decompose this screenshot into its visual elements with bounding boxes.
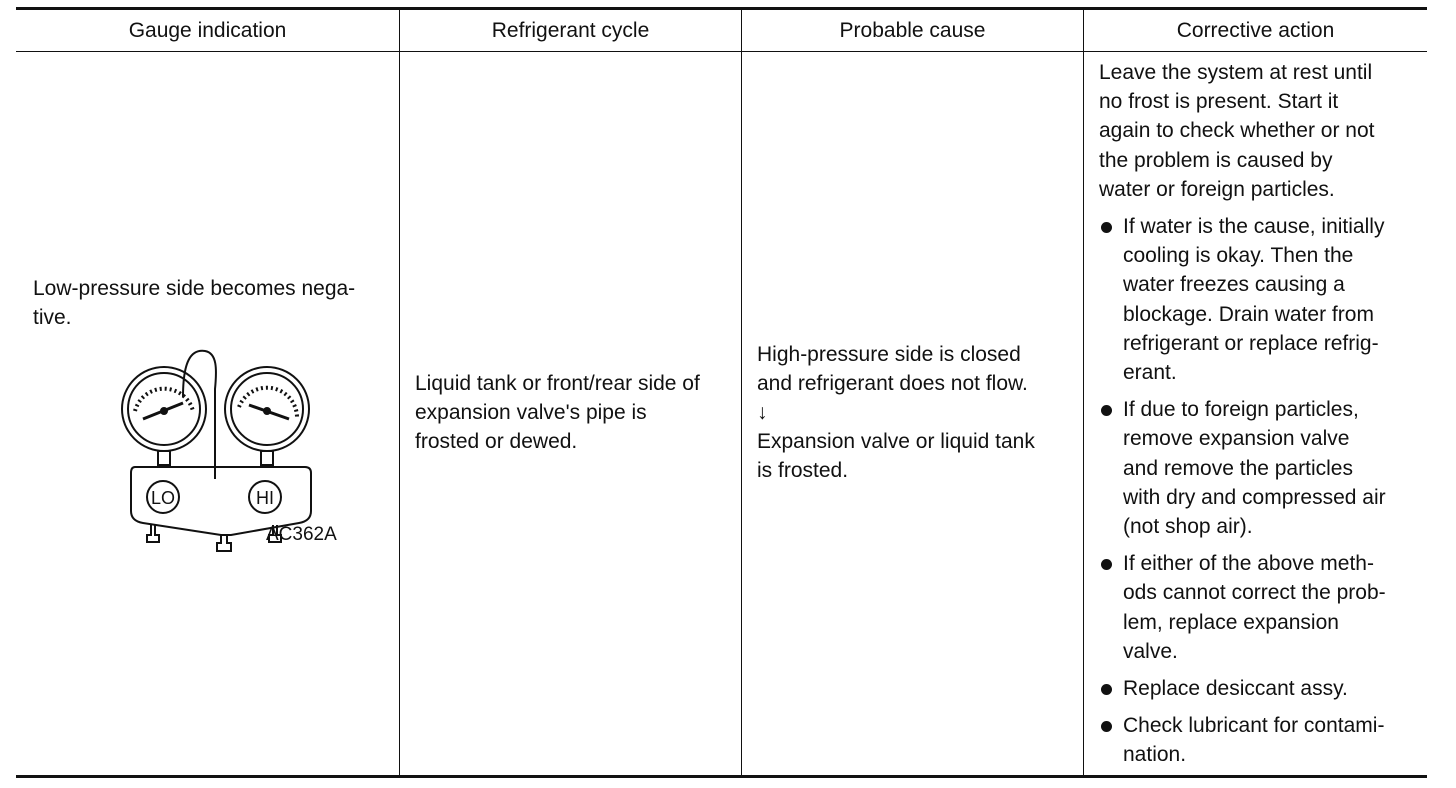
bullet-icon <box>1101 405 1112 416</box>
probable-cause-block <box>757 340 1077 485</box>
column-divider <box>399 10 400 775</box>
corrective-intro: Leave the system at rest until no frost is present. Start it again to check whether or not the problem is caused by water or foreign particles. <box>1099 61 1375 201</box>
bullet-icon <box>1101 684 1112 695</box>
bullet-icon <box>1101 222 1112 233</box>
lo-knob-label: LO <box>150 488 176 508</box>
manifold-gauge-illustration <box>121 339 341 554</box>
header-corrective-action: Corrective action <box>1176 19 1335 42</box>
list-item: Check lubricant for contami- nation. <box>1099 711 1419 769</box>
corrective-action-block <box>1099 58 1419 778</box>
header-refrigerant-cycle: Refrigerant cycle <box>491 19 650 42</box>
column-divider <box>1083 10 1084 775</box>
figure-label: AC362A <box>266 524 337 545</box>
list-item: If due to foreign particles, remove expansion valve and remove the particles with dry and compressed air (not shop air). <box>1099 395 1419 541</box>
list-item: Replace desiccant assy. <box>1099 674 1419 703</box>
down-arrow-icon: ↓ <box>757 401 768 424</box>
bullet-icon <box>1101 721 1112 732</box>
probable-cause-line-2: Expansion valve or liquid tank is frosted. <box>757 430 1035 482</box>
troubleshooting-table <box>16 7 1427 778</box>
header-probable-cause: Probable cause <box>839 19 986 42</box>
column-divider <box>741 10 742 775</box>
hi-knob-label: HI <box>256 488 274 508</box>
gauge-indication-text: Low-pressure side becomes nega- tive. <box>33 277 356 329</box>
list-item: If water is the cause, initially cooling is okay. Then the water freezes causing a blockage. Drain water from refrigerant or replace refrig- erant. <box>1099 212 1419 387</box>
header-divider <box>16 51 1427 52</box>
probable-cause-line-1: High-pressure side is closed and refrigerant does not flow. <box>757 343 1028 395</box>
bullet-icon <box>1101 559 1112 570</box>
list-item: If either of the above meth- ods cannot correct the prob- lem, replace expansion valve. <box>1099 549 1419 666</box>
header-gauge-indication: Gauge indication <box>128 19 287 42</box>
refrigerant-cycle-text: Liquid tank or front/rear side of expansion valve's pipe is frosted or dewed. <box>415 372 700 453</box>
